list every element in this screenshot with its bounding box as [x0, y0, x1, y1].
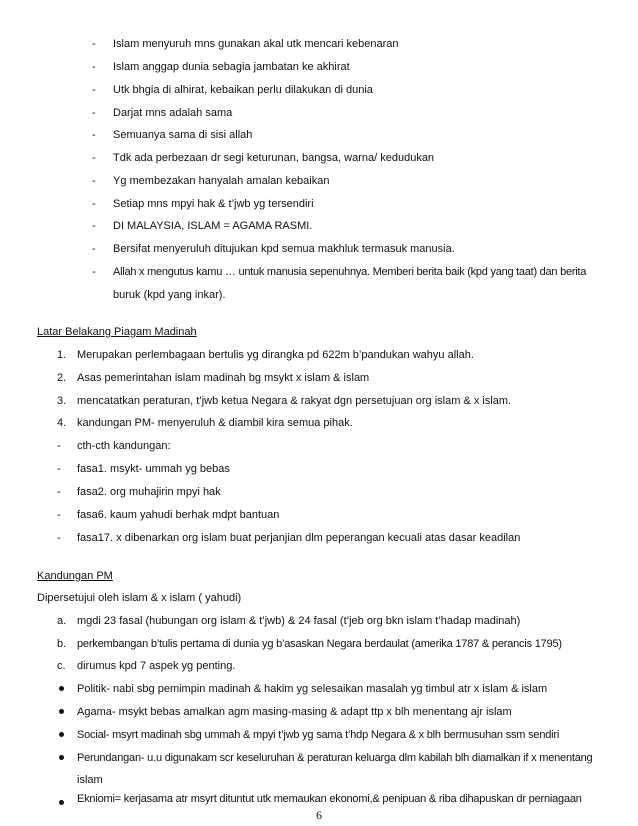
- list-item: Social- msyrt madinah sbg ummah & mpyi t’jwb yg sama t’hdp Negara & x blh bermusuhan ssm sendiri: [77, 729, 560, 741]
- list-item: fasa1. msykt- ummah yg bebas: [77, 463, 230, 475]
- list-item: Islam anggap dunia sebagia jambatan ke akhirat: [113, 61, 350, 73]
- list-item: fasa2. org muhajirin mpyi hak: [77, 486, 221, 498]
- list-item: Setiap mns mpyi hak & t’jwb yg tersendiri: [113, 198, 314, 210]
- list-marker: a.: [57, 615, 67, 627]
- list-item-continuation: buruk (kpd yang inkar).: [113, 289, 226, 301]
- list-marker: -: [57, 532, 61, 544]
- section-intro: Dipersetujui oleh islam & x islam ( yahudi): [37, 592, 242, 604]
- list-marker: -: [92, 266, 96, 278]
- list-item: Darjat mns adalah sama: [113, 107, 233, 119]
- list-marker: -: [92, 198, 96, 210]
- list-marker: -: [92, 38, 96, 50]
- list-item: Agama- msykt bebas amalkan agm masing-masing & adapt ttp x blh menentang ajr islam: [77, 706, 512, 718]
- bullet-dot-icon: [59, 732, 64, 737]
- list-marker: -: [57, 509, 61, 521]
- list-marker: -: [92, 152, 96, 164]
- section-heading: Kandungan PM: [37, 570, 113, 582]
- list-item: Merupakan perlembagaan bertulis yg dirangka pd 622m b’pandukan wahyu allah.: [77, 349, 474, 361]
- list-item: Perundangan- u.u digunakam scr keseluruhan & peraturan keluarga dlm kabilah blh diamalkan if x menentang: [77, 752, 593, 764]
- list-item: Ekniomi= kerjasama atr msyrt dituntut utk memaukan ekonomi,& penipuan & riba dihapuskan dr perniagaan: [77, 793, 582, 805]
- bullet-dot-icon: [59, 800, 64, 805]
- list-item: cth-cth kandungan:: [77, 440, 171, 452]
- list-marker: 4.: [57, 417, 67, 429]
- list-marker: -: [92, 84, 96, 96]
- list-item: kandungan PM- menyeruluh & diambil kira semua pihak.: [77, 417, 353, 429]
- list-item: DI MALAYSIA, ISLAM = AGAMA RASMI.: [113, 220, 313, 232]
- list-item: Semuanya sama di sisi allah: [113, 129, 253, 141]
- section-heading: Latar Belakang Piagam Madinah: [37, 326, 197, 338]
- list-item: Yg membezakan hanyalah amalan kebaikan: [113, 175, 330, 187]
- list-item: Bersifat menyeruluh ditujukan kpd semua makhluk termasuk manusia.: [113, 243, 455, 255]
- list-marker: -: [92, 107, 96, 119]
- list-marker: -: [57, 486, 61, 498]
- list-item: Asas pemerintahan islam madinah bg msykt x islam & islam: [77, 372, 370, 384]
- list-marker: b.: [57, 638, 67, 650]
- list-marker: -: [92, 220, 96, 232]
- list-marker: -: [92, 129, 96, 141]
- list-marker: -: [92, 243, 96, 255]
- list-marker: 3.: [57, 395, 67, 407]
- bullet-dot-icon: [59, 686, 64, 691]
- list-item: Tdk ada perbezaan dr segi keturunan, bangsa, warna/ kedudukan: [113, 152, 435, 164]
- list-item: perkembangan b’tulis pertama di dunia yg b’asaskan Negara berdaulat (amerika 1787 & perancis 1795): [77, 638, 562, 650]
- list-marker: 2.: [57, 372, 67, 384]
- list-item: fasa17. x dibenarkan org islam buat perjanjian dlm peperangan kecuali atas dasar keadilan: [77, 532, 521, 544]
- list-item: fasa6. kaum yahudi berhak mdpt bantuan: [77, 509, 280, 521]
- bullet-dot-icon: [59, 755, 64, 760]
- list-item: Allah x mengutus kamu … untuk manusia sepenuhnya. Memberi berita baik (kpd yang taat) dan berita: [113, 266, 587, 278]
- bullet-dot-icon: [59, 709, 64, 714]
- list-item-continuation: islam: [77, 774, 103, 786]
- list-marker: -: [92, 175, 96, 187]
- list-item: dirumus kpd 7 aspek yg penting.: [77, 660, 236, 672]
- list-item: Utk bhgia di alhirat, kebaikan perlu dilakukan di dunia: [113, 84, 373, 96]
- list-marker: c.: [57, 660, 66, 672]
- list-marker: 1.: [57, 349, 67, 361]
- list-item: mgdi 23 fasal (hubungan org islam & t’jwb) & 24 fasal (t’jeb org bkn islam t’hadap madinah): [77, 615, 521, 627]
- list-item: Politik- nabi sbg pemimpin madinah & hakim yg selesaikan masalah yg timbul atr x islam & islam: [77, 683, 548, 695]
- list-marker: -: [57, 463, 61, 475]
- list-item: mencatatkan peraturan, t’jwb ketua Negara & rakyat dgn persetujuan org islam & x islam.: [77, 395, 512, 407]
- page-number: 6: [316, 808, 322, 822]
- list-marker: -: [92, 61, 96, 73]
- list-item: Islam menyuruh mns gunakan akal utk mencari kebenaran: [113, 38, 399, 50]
- list-marker: -: [57, 440, 61, 452]
